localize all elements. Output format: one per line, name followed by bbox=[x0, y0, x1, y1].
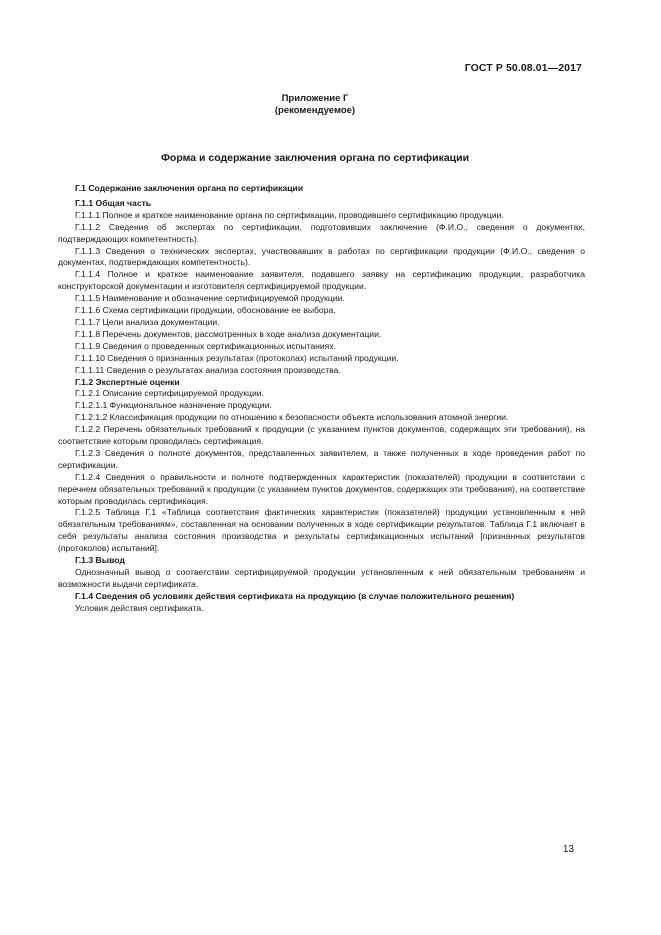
section-heading: Г.1.1 Общая часть bbox=[75, 197, 152, 208]
appendix-heading bbox=[0, 93, 630, 117]
body-paragraph: Г.1.1.6 Схема сертификации продукции, обоснование ее выбора. bbox=[75, 305, 336, 316]
body-paragraph: Г.1.2.1.1 Функциональное назначение продукции. bbox=[75, 400, 272, 411]
document-number-header: ГОСТ Р 50.08.01—2017 bbox=[464, 62, 582, 74]
body-paragraph: Г.1.1.5 Наименование и обозначение сертифицируемой продукции. bbox=[75, 293, 345, 304]
body-paragraph: Однозначный вывод о соответствии сертифицируемой продукции установленным к ней обязательным требованиям и возможности выдачи сертификата. bbox=[58, 567, 585, 589]
section-heading: Г.1.2 Экспертные оценки bbox=[75, 376, 180, 387]
body-paragraph: Г.1.1.4 Полное и краткое наименование заявителя, подавшего заявку на сертификацию продукции, разработчика конструкторской документации и изготовителя сертифицируемой продукции. bbox=[58, 269, 585, 292]
section-heading: Г.1.4 Сведения об условиях действия сертификата на продукцию (в случае положительного решения) bbox=[75, 590, 515, 601]
appendix-label: Приложение Г bbox=[281, 93, 349, 104]
body-paragraph: Г.1.1.9 Сведения о проведенных сертификационных испытаниях. bbox=[75, 340, 337, 351]
body-paragraph: Г.1.1.10 Сведения о признанных результатах (протоколах) испытаний продукции. bbox=[75, 352, 399, 363]
body-paragraph: Г.1.2.2 Перечень обязательных требований к продукции (с указанием пунктов документов, содержащих эти требования), на соответствие которым проводилась сертификация. bbox=[58, 424, 585, 447]
section-heading: Г.1 Содержание заключения органа по сертификации bbox=[75, 183, 304, 193]
page-number: 13 bbox=[562, 844, 574, 855]
body-paragraph: Г.1.1.2 Сведения об экспертах по сертификации, подготовивших заключение (Ф.И.О., сведения о документах, подтверждающих компетентность). bbox=[58, 221, 585, 244]
body-paragraph: Г.1.2.1.2 Классификация продукции по отношению к безопасности объекта использования атомной энергии. bbox=[75, 412, 509, 423]
body-paragraph: Г.1.1.3 Сведения о технических экспертах, участвовавших в работах по сертификации продукции (Ф.И.О., сведения о документах, подтверждающих компетентность). bbox=[58, 245, 585, 268]
body-paragraph: Г.1.2.3 Сведения о полноте документов, представленных заявителем, а также полученных в ходе проведения работ по сертификации. bbox=[58, 447, 585, 470]
body-paragraph: Г.1.2.4 Сведения о правильности и полноте подтвержденных характеристик (показателей) продукции в соответствии с перечнем обязательных требований к продукции (с указанием пунктов документов, содержащих эти требования), на соответствие которым проводилась сертификация. bbox=[58, 471, 585, 506]
body-paragraph: Г.1.1.1 Полное и краткое наименование органа по сертификации, проводившего сертификацию продукции. bbox=[75, 209, 504, 220]
body-paragraph: Г.1.1.11 Сведения о результатах анализа состояния производства. bbox=[75, 364, 341, 375]
body-paragraph: Г.1.1.7 Цели анализа документации. bbox=[75, 316, 220, 327]
page-title: Форма и содержание заключения органа по сертификации bbox=[160, 152, 470, 164]
body-paragraph: Г.1.1.8 Перечень документов, рассмотренных в ходе анализа документации. bbox=[75, 328, 382, 339]
appendix-status: (рекомендуемое) bbox=[274, 105, 356, 116]
section-heading: Г.1.3 Вывод bbox=[75, 555, 125, 566]
body-paragraph: Условия действия сертификата. bbox=[75, 602, 204, 613]
body-paragraph: Г.1.2.5 Таблица Г.1 «Таблица соответствия фактических характеристик (показателей) продукции установленным к ней обязательным требованиям», составленная на основании полученных в ходе сертификации результатов. Таблица Г.1 включает в себя результаты анализа состояния производства и результаты сертификационных испытаний [признанных результатов (протоколов) испытаний]. bbox=[58, 507, 585, 554]
document-body bbox=[58, 183, 585, 615]
body-paragraph: Г.1.2.1 Описание сертифицируемой продукции. bbox=[75, 388, 264, 399]
